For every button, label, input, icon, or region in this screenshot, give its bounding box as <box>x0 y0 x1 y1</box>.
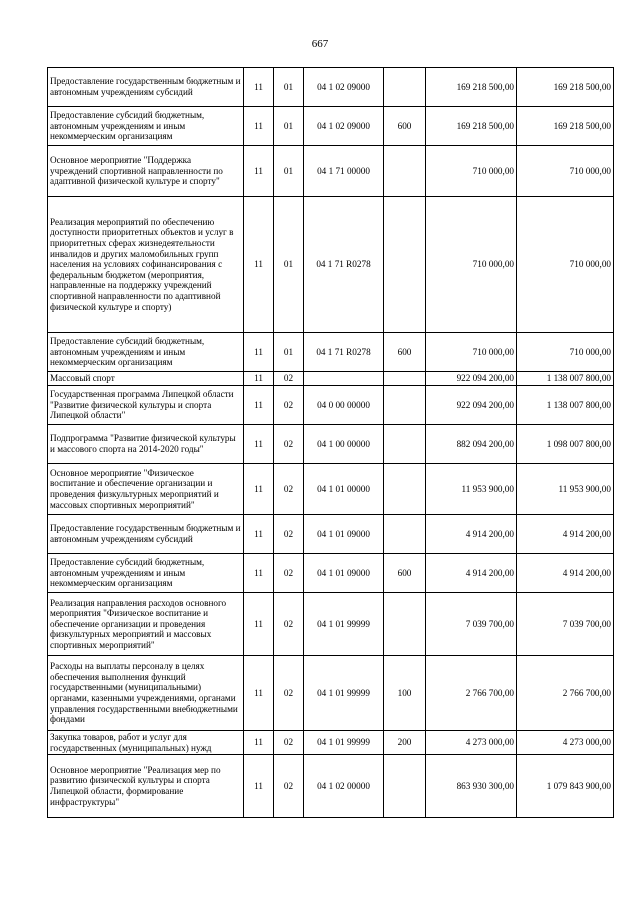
row-name: Предоставление государственным бюджетным и автономным учреждениям субсидий <box>48 515 244 554</box>
row-expense-type <box>384 386 426 425</box>
row-sum-first: 710 000,00 <box>426 197 517 333</box>
row-target-article: 04 1 01 09000 <box>304 554 384 593</box>
row-sum-first: 7 039 700,00 <box>426 593 517 656</box>
row-podrazdel: 02 <box>274 656 304 731</box>
row-sum-first: 882 094 200,00 <box>426 425 517 464</box>
row-expense-type: 200 <box>384 731 426 755</box>
row-expense-type <box>384 755 426 818</box>
row-target-article: 04 0 00 00000 <box>304 386 384 425</box>
row-sum-first: 169 218 500,00 <box>426 107 517 146</box>
row-sum-second: 11 953 900,00 <box>517 464 614 515</box>
row-sum-second: 710 000,00 <box>517 197 614 333</box>
row-target-article: 04 1 00 00000 <box>304 425 384 464</box>
row-sum-second: 4 273 000,00 <box>517 731 614 755</box>
row-target-article: 04 1 01 99999 <box>304 593 384 656</box>
row-target-article <box>304 372 384 386</box>
row-razdel: 11 <box>244 554 274 593</box>
row-sum-first: 922 094 200,00 <box>426 386 517 425</box>
table-row <box>48 146 614 197</box>
budget-table <box>47 67 614 818</box>
row-target-article: 04 1 71 00000 <box>304 146 384 197</box>
row-expense-type <box>384 593 426 656</box>
row-name: Расходы на выплаты персоналу в целях обеспечения выполнения функций государственными (муниципальными) органами, казенными учреждениями, органами управления государственными внебюджетными фондами <box>48 656 244 731</box>
table-row <box>48 197 614 333</box>
row-expense-type <box>384 464 426 515</box>
row-razdel: 11 <box>244 515 274 554</box>
table-row <box>48 333 614 372</box>
table-row <box>48 107 614 146</box>
row-razdel: 11 <box>244 656 274 731</box>
row-target-article: 04 1 02 00000 <box>304 755 384 818</box>
row-razdel: 11 <box>244 425 274 464</box>
table-row <box>48 515 614 554</box>
row-razdel: 11 <box>244 464 274 515</box>
row-sum-second: 169 218 500,00 <box>517 68 614 107</box>
row-expense-type: 600 <box>384 333 426 372</box>
row-target-article: 04 1 01 00000 <box>304 464 384 515</box>
row-sum-first: 2 766 700,00 <box>426 656 517 731</box>
row-name: Основное мероприятие "Поддержка учреждений спортивной направленности по адаптивной физической культуре и спорту" <box>48 146 244 197</box>
row-sum-first: 11 953 900,00 <box>426 464 517 515</box>
row-razdel: 11 <box>244 197 274 333</box>
row-sum-first: 4 914 200,00 <box>426 554 517 593</box>
row-razdel: 11 <box>244 333 274 372</box>
row-sum-first: 863 930 300,00 <box>426 755 517 818</box>
row-razdel: 11 <box>244 68 274 107</box>
table-row <box>48 68 614 107</box>
row-razdel: 11 <box>244 593 274 656</box>
row-podrazdel: 02 <box>274 464 304 515</box>
row-expense-type <box>384 515 426 554</box>
row-podrazdel: 01 <box>274 68 304 107</box>
row-name: Государственная программа Липецкой области "Развитие физической культуры и спорта Липецкой области" <box>48 386 244 425</box>
row-target-article: 04 1 01 99999 <box>304 731 384 755</box>
row-expense-type: 100 <box>384 656 426 731</box>
row-expense-type <box>384 68 426 107</box>
row-name: Предоставление субсидий бюджетным, автономным учреждениям и иным некоммерческим организациям <box>48 333 244 372</box>
row-podrazdel: 02 <box>274 515 304 554</box>
row-podrazdel: 02 <box>274 554 304 593</box>
row-sum-second: 1 098 007 800,00 <box>517 425 614 464</box>
row-expense-type <box>384 372 426 386</box>
row-podrazdel: 01 <box>274 197 304 333</box>
row-razdel: 11 <box>244 731 274 755</box>
row-sum-second: 7 039 700,00 <box>517 593 614 656</box>
row-target-article: 04 1 71 R0278 <box>304 333 384 372</box>
table-row <box>48 464 614 515</box>
row-podrazdel: 02 <box>274 593 304 656</box>
row-sum-second: 169 218 500,00 <box>517 107 614 146</box>
row-name: Подпрограмма "Развитие физической культуры и массового спорта на 2014-2020 годы" <box>48 425 244 464</box>
row-name: Реализация мероприятий по обеспечению доступности приоритетных объектов и услуг в приоритетных сферах жизнедеятельности инвалидов и других маломобильных групп населения на условиях софинансирования с федеральным бюджетом (мероприятия, направленные на поддержку учреждений спортивной направленности по адаптивной физической культуре и спорту) <box>48 197 244 333</box>
row-name: Основное мероприятие "Реализация мер по развитию физической культуры и спорта Липецкой области, формирование инфраструктуры" <box>48 755 244 818</box>
row-sum-first: 4 914 200,00 <box>426 515 517 554</box>
row-podrazdel: 02 <box>274 755 304 818</box>
row-expense-type <box>384 146 426 197</box>
row-razdel: 11 <box>244 755 274 818</box>
row-sum-second: 1 079 843 900,00 <box>517 755 614 818</box>
table-row <box>48 731 614 755</box>
row-podrazdel: 02 <box>274 372 304 386</box>
row-name: Предоставление субсидий бюджетным, автономным учреждениям и иным некоммерческим организациям <box>48 554 244 593</box>
row-name: Предоставление государственным бюджетным и автономным учреждениям субсидий <box>48 68 244 107</box>
table-row <box>48 425 614 464</box>
row-podrazdel: 02 <box>274 731 304 755</box>
row-sum-first: 922 094 200,00 <box>426 372 517 386</box>
row-target-article: 04 1 01 99999 <box>304 656 384 731</box>
row-expense-type: 600 <box>384 107 426 146</box>
row-sum-second: 1 138 007 800,00 <box>517 372 614 386</box>
table-row <box>48 755 614 818</box>
table-row <box>48 372 614 386</box>
row-name: Основное мероприятие "Физическое воспитание и обеспечение организации и проведения физкультурных мероприятий и массовых спортивных мероприятий" <box>48 464 244 515</box>
row-sum-first: 4 273 000,00 <box>426 731 517 755</box>
page-number: 667 <box>311 38 329 50</box>
row-sum-second: 4 914 200,00 <box>517 554 614 593</box>
row-expense-type <box>384 197 426 333</box>
row-name: Предоставление субсидий бюджетным, автономным учреждениям и иным некоммерческим организациям <box>48 107 244 146</box>
row-podrazdel: 02 <box>274 425 304 464</box>
table-row <box>48 554 614 593</box>
row-podrazdel: 01 <box>274 107 304 146</box>
row-podrazdel: 01 <box>274 333 304 372</box>
row-razdel: 11 <box>244 386 274 425</box>
row-name: Закупка товаров, работ и услуг для государственных (муниципальных) нужд <box>48 731 244 755</box>
row-razdel: 11 <box>244 146 274 197</box>
budget-table-body <box>48 68 614 818</box>
row-sum-second: 4 914 200,00 <box>517 515 614 554</box>
row-expense-type <box>384 425 426 464</box>
row-name: Массовый спорт <box>48 372 244 386</box>
row-target-article: 04 1 02 09000 <box>304 68 384 107</box>
row-podrazdel: 01 <box>274 146 304 197</box>
row-sum-second: 2 766 700,00 <box>517 656 614 731</box>
table-row <box>48 593 614 656</box>
row-sum-first: 710 000,00 <box>426 333 517 372</box>
row-name: Реализация направления расходов основного мероприятия "Физическое воспитание и обеспечение организации и проведения физкультурных мероприятий и массовых спортивных мероприятий" <box>48 593 244 656</box>
row-expense-type: 600 <box>384 554 426 593</box>
row-target-article: 04 1 02 09000 <box>304 107 384 146</box>
table-row <box>48 656 614 731</box>
row-target-article: 04 1 01 09000 <box>304 515 384 554</box>
row-sum-first: 710 000,00 <box>426 146 517 197</box>
row-target-article: 04 1 71 R0278 <box>304 197 384 333</box>
table-row <box>48 386 614 425</box>
row-sum-second: 710 000,00 <box>517 146 614 197</box>
row-sum-second: 710 000,00 <box>517 333 614 372</box>
row-razdel: 11 <box>244 107 274 146</box>
row-sum-first: 169 218 500,00 <box>426 68 517 107</box>
row-razdel: 11 <box>244 372 274 386</box>
row-sum-second: 1 138 007 800,00 <box>517 386 614 425</box>
row-podrazdel: 02 <box>274 386 304 425</box>
